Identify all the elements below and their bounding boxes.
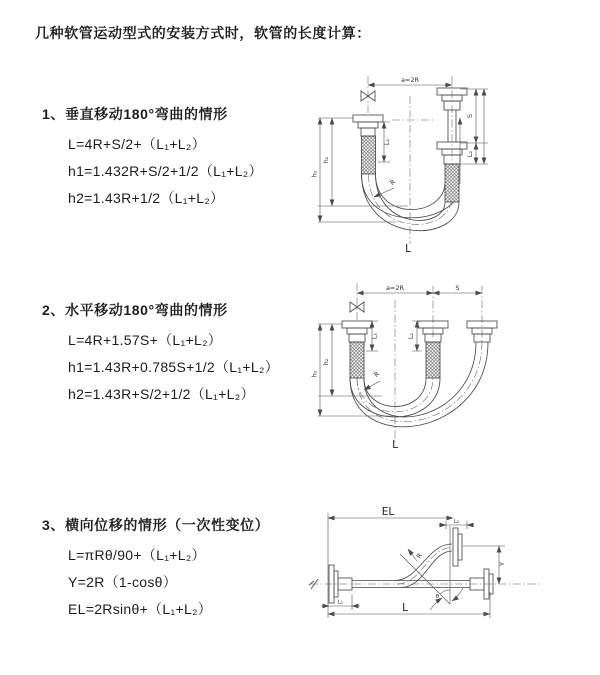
left-connector [353,115,383,174]
formula-line: L=πRθ/90+（L₁+L₂） [68,547,206,563]
section-2-heading: 2、水平移动180°弯曲的情形 [42,302,228,318]
dim-label-length: L [402,602,408,614]
dim-label-radius: R [414,551,424,561]
dim-label-l2: L₂ [407,332,415,340]
hose-arcs [350,342,488,427]
section-2 [42,301,279,408]
dim-label-l2: L₂ [466,150,474,158]
diagram-horizontal-180-bend [310,278,600,462]
dim-label-theta: θ [435,594,439,600]
dim-label-radius: R [388,177,398,187]
dimension-lines [318,85,488,222]
upper-connector [453,528,462,566]
diagram-vertical-180-bend [310,70,600,260]
dim-label-length: L [392,439,398,451]
centerlines [357,283,482,443]
dim-label-l2: L₂ [453,519,460,525]
dim-label-h2: h₂ [322,358,330,366]
formula-line: EL=2Rsinθ+（L₁+L₂） [68,601,213,617]
formula-line: h1=1.432R+S/2+1/2（L₁+L₂） [68,163,263,179]
dim-label-h1: h₁ [310,170,319,178]
section-3 [42,516,269,623]
dimension-lines [321,513,505,618]
dim-label-s: S [455,284,460,292]
dim-label-radius: R [372,369,382,379]
dim-label-el: EL [381,506,395,518]
dim-label-l1: L₁ [337,599,344,606]
formula-line: Y=2R（1-cosθ） [68,574,178,590]
hose-curve [395,544,452,588]
dim-label-s: S [466,113,474,119]
section-3-heading: 3、横向位移的情形（一次性变位） [42,517,270,533]
section-1 [42,105,263,212]
formula-line: L=4R+1.57S+（L₁+L₂） [68,332,223,348]
formula-line: L=4R+S/2+（L₁+L₂） [68,136,206,152]
diagram-lateral-displacement [300,494,600,662]
formula-line: h1=1.43R+0.785S+1/2（L₁+L₂） [68,359,279,375]
dim-label-span: a=2R [385,284,405,292]
dim-label-length: L [405,243,411,255]
formula-line: h2=1.43R+1/2（L₁+L₂） [68,190,225,206]
formula-line: h2=1.43R+S/2+1/2（L₁+L₂） [68,386,255,402]
dim-label-h1: h₁ [310,370,319,378]
dim-label-l1: L₁ [383,138,391,146]
left-connector [342,321,372,378]
dimension-lines [318,293,482,416]
dim-label-h2: h₂ [322,156,330,164]
dim-label-y: Y [498,562,506,566]
dim-label-l1: L₁ [370,332,379,340]
centerlines [368,76,452,244]
section-1-heading: 1、垂直移动180°弯曲的情形 [42,106,228,122]
page-title: 几种软管运动型式的安装方式时，软管的长度计算： [35,25,371,41]
dim-label-span: a=2R [400,76,420,84]
